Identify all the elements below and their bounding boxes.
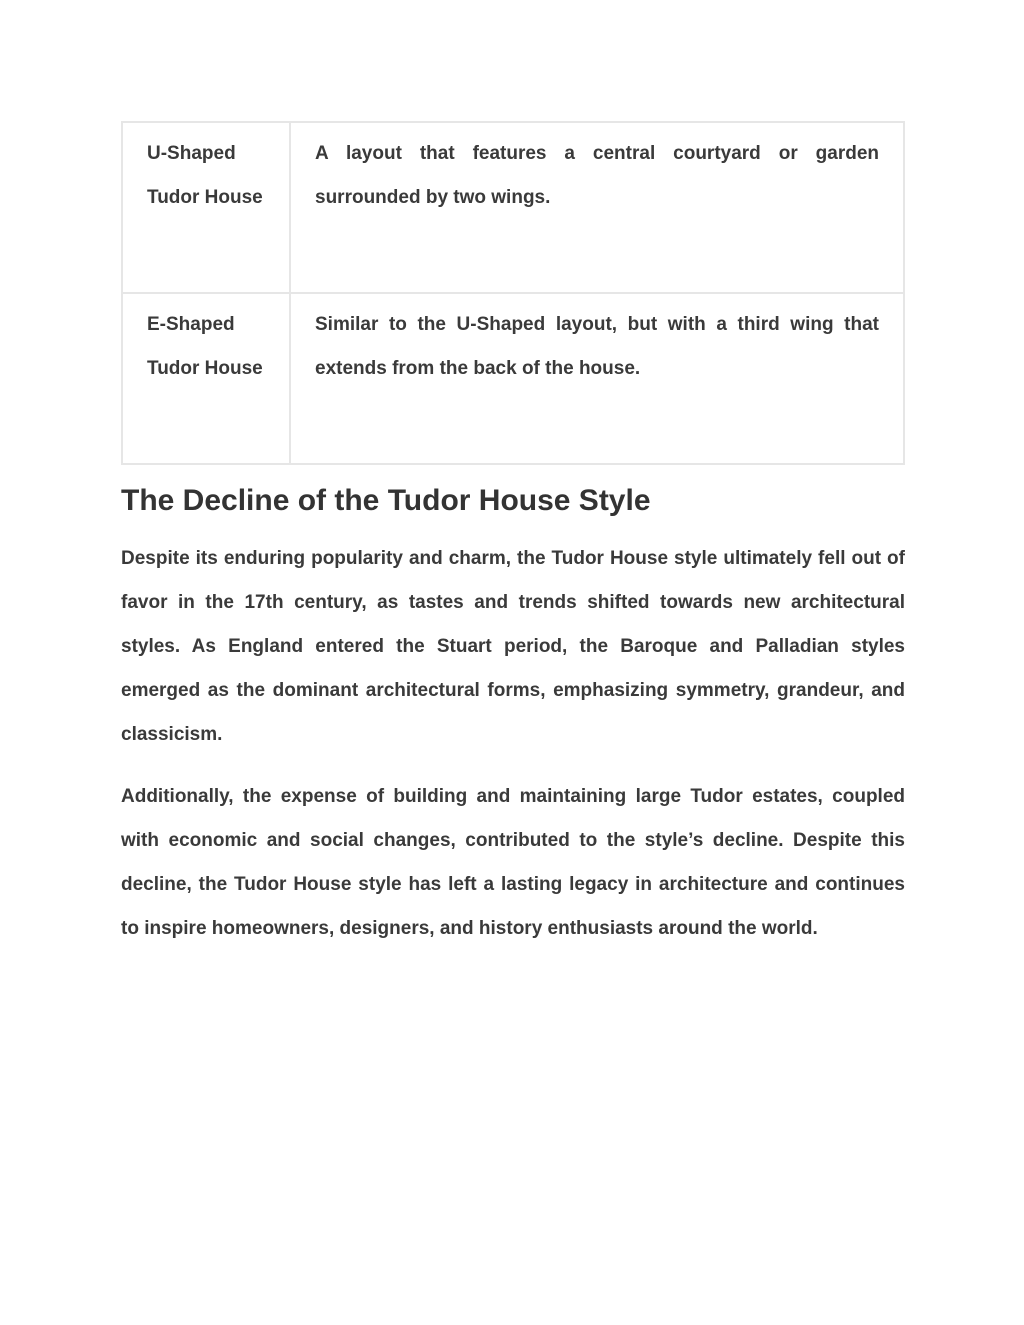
table-row (122, 293, 904, 464)
body-paragraph: Despite its enduring popularity and charm, the Tudor House style ultimately fell out of favor in the 17th century, as tastes and trends shifted towards new architectural styles. As England entered the Stuart period, the Baroque and Palladian styles emerged as the dominant architectural forms, emphasizing symmetry, grandeur, and classicism. (121, 548, 905, 745)
layout-name-cell (122, 293, 290, 464)
section-heading: The Decline of the Tudor House Style (121, 484, 651, 517)
layout-description-cell (290, 122, 904, 293)
table-row (122, 122, 904, 293)
document-page (121, 121, 905, 951)
layout-name-cell (122, 122, 290, 293)
layout-name: U-Shaped Tudor House (147, 143, 263, 208)
tudor-layouts-table (121, 121, 905, 465)
layout-description: A layout that features a central courtyard or garden surrounded by two wings. (315, 143, 879, 208)
body-paragraph: Additionally, the expense of building and maintaining large Tudor estates, coupled with economic and social changes, contributed to the style’s decline. Despite this decline, the Tudor House style has left a lasting legacy in architecture and continues to inspire homeowners, designers, and history enthusiasts around the world. (121, 786, 905, 939)
layout-name: E-Shaped Tudor House (147, 314, 263, 379)
layout-description-cell (290, 293, 904, 464)
layout-description: Similar to the U-Shaped layout, but with a third wing that extends from the back of the house. (315, 314, 879, 379)
